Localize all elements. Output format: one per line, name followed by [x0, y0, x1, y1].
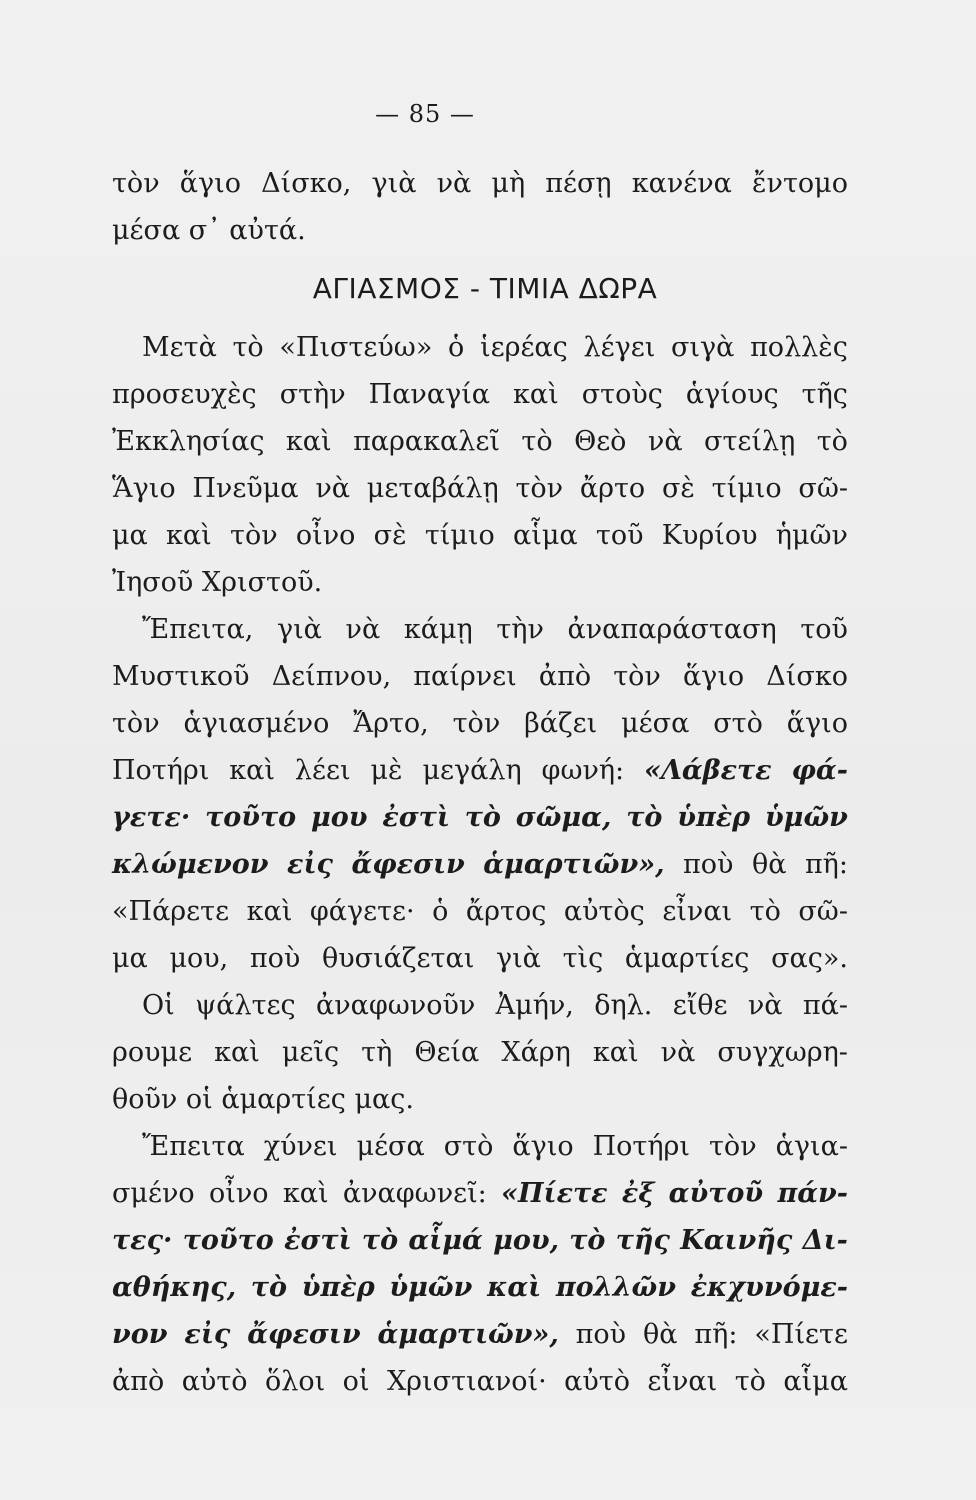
word: σῶ- — [798, 896, 848, 927]
emphasis-word: τοῦτο — [205, 802, 297, 833]
word: ἡμῶν — [775, 520, 848, 551]
word: μεῖς — [281, 1037, 340, 1068]
word: δηλ. — [594, 990, 653, 1021]
word: Κυρίου — [661, 520, 758, 551]
word: ἔντομο — [752, 168, 848, 199]
word: καὶ — [592, 1037, 639, 1068]
word: πῆ: — [694, 1319, 738, 1350]
word: Δίσκο — [766, 661, 848, 692]
emphasis-word: φά- — [791, 755, 848, 786]
word: στὸ — [443, 1131, 494, 1162]
word: ἄρτο — [579, 473, 646, 504]
word: Ποτήρι — [592, 1131, 690, 1162]
text-line — [112, 1264, 848, 1311]
emphasis-word: πολλῶν — [555, 1272, 676, 1303]
word: ἁγίους — [685, 379, 779, 410]
emphasis-word: ὑπὲρ — [301, 1272, 375, 1303]
word: Παναγία — [368, 379, 491, 410]
text-line — [112, 794, 848, 841]
word: προσευχὲς — [112, 379, 257, 410]
word: οἱ — [342, 1366, 370, 1397]
text-line — [112, 982, 848, 1029]
word: τίμιο — [424, 520, 495, 551]
word: Δίσκο, — [261, 168, 352, 199]
emphasis-word: αἷμά — [408, 1225, 483, 1256]
word: Ἀμήν, — [495, 990, 574, 1021]
emphasis-word: ἁμαρτιῶν», — [483, 849, 665, 880]
word: τὸν — [112, 708, 160, 739]
word: μὴ — [491, 168, 526, 199]
text-line — [112, 747, 848, 794]
word: τὴ — [361, 1037, 393, 1068]
word: ἁμαρτίες — [624, 943, 750, 974]
word: θυσιάζεται — [321, 943, 475, 974]
word: συγχωρη- — [717, 1037, 848, 1068]
word: σμένο — [112, 1178, 195, 1209]
emphasis-word: καὶ — [487, 1272, 542, 1303]
word: βάζει — [524, 708, 598, 739]
word: αὐτὸς — [563, 896, 645, 927]
emphasis-word: Καινῆς — [680, 1225, 793, 1256]
text-line — [112, 1358, 848, 1405]
text-line — [112, 606, 848, 653]
word: ἅγιο — [512, 1131, 574, 1162]
word: μεταβάλῃ — [366, 473, 499, 504]
word: πῆ: — [804, 849, 848, 880]
word: εἶναι — [662, 896, 733, 927]
word: Χριστιανοί· — [386, 1366, 547, 1397]
word: τοῦ — [595, 520, 644, 551]
word: οἶνο — [208, 1178, 269, 1209]
word: πολλὲς — [750, 332, 848, 363]
word: οἶνο — [295, 520, 356, 551]
emphasis-word: ἐστὶ — [382, 802, 450, 833]
word: Ἅγιο — [112, 473, 176, 504]
emphasis-word: τὸ — [361, 1225, 399, 1256]
word: ἅγιο — [179, 168, 241, 199]
word: καὶ — [513, 379, 559, 410]
text-line — [112, 512, 848, 559]
word: Μετὰ — [142, 332, 217, 363]
text-line — [112, 700, 848, 747]
word: νὰ — [315, 473, 350, 504]
word: ἀναφωνεῖ: — [342, 1178, 487, 1209]
text-line — [112, 207, 848, 254]
text-line — [112, 160, 848, 207]
emphasis-word: σῶμα, — [515, 802, 612, 833]
word: χύνει — [263, 1131, 338, 1162]
word: θὰ — [643, 1319, 678, 1350]
word: γιὰ — [371, 168, 417, 199]
emphasis-word: μου — [311, 802, 368, 833]
word: ὁ — [432, 896, 449, 927]
word: ὅλοι — [264, 1366, 326, 1397]
word: τὸν — [112, 168, 160, 199]
text-line — [112, 935, 848, 982]
word: Μυστικοῦ — [112, 661, 250, 692]
word: τῆς — [801, 379, 848, 410]
text-segment: θοῦν οἱ ἁμαρτίες μας. — [112, 1084, 414, 1115]
word: ποὺ — [683, 849, 734, 880]
word: «Πάρετε — [112, 896, 230, 927]
word: τὸν — [613, 661, 661, 692]
word: Δείπνου, — [271, 661, 392, 692]
emphasis-word: κλώμενον — [112, 849, 269, 880]
word: στὸ — [713, 708, 763, 739]
emphasis-word: γετε· — [112, 802, 191, 833]
word: τοῦ — [800, 614, 848, 645]
text-line — [112, 465, 848, 512]
text-line — [112, 418, 848, 465]
word: μα — [112, 520, 148, 551]
text-line — [112, 371, 848, 418]
word: λέει — [294, 755, 351, 786]
word: τίμιο — [711, 473, 782, 504]
word: τὸ — [734, 1366, 766, 1397]
emphasis-word: ἄφεσιν — [247, 1319, 361, 1350]
text-line — [112, 1123, 848, 1170]
word: Ποτήρι — [112, 755, 210, 786]
word: Ἄρτο, — [353, 708, 429, 739]
word: Ἐκκλησίας — [112, 426, 265, 457]
word: τὸν — [230, 520, 278, 551]
word: αὐτὸ — [564, 1366, 630, 1397]
word: στὴν — [279, 379, 346, 410]
word: τὸν — [452, 708, 501, 739]
word: ἀπὸ — [112, 1366, 165, 1397]
word: τὸ — [749, 896, 781, 927]
emphasis-word: ὑμῶν — [389, 1272, 473, 1303]
word: ἱερέας — [480, 332, 568, 363]
word: καὶ — [229, 755, 275, 786]
section-title: ΑΓΙΑΣΜΟΣ - ΤΙΜΙΑ ΔΩΡΑ — [312, 272, 658, 305]
word: μὲ — [370, 755, 403, 786]
word: Θεὸ — [574, 426, 627, 457]
word: Πνεῦμα — [192, 473, 299, 504]
word: ἀπὸ — [538, 661, 592, 692]
word: καὶ — [246, 896, 293, 927]
emphasis-word: ἁμαρτιῶν», — [377, 1319, 559, 1350]
word: γιὰ — [276, 614, 322, 645]
emphasis-word: ἄφεσιν — [351, 849, 465, 880]
word: καὶ — [214, 1037, 260, 1068]
word: μου, — [169, 943, 229, 974]
word: ἅγιο — [786, 708, 848, 739]
emphasis-word: εἰς — [287, 849, 333, 880]
word: Οἱ — [142, 990, 175, 1021]
word: καὶ — [282, 1178, 329, 1209]
word: νὰ — [647, 426, 683, 457]
word: πά- — [802, 990, 848, 1021]
word: κάμῃ — [403, 614, 473, 645]
word: νὰ — [436, 168, 472, 199]
emphasis-word: τῆς — [615, 1225, 670, 1256]
emphasis-word: τὸ — [464, 802, 501, 833]
word: ρουμε — [112, 1037, 193, 1068]
word: μεγάλη — [422, 755, 522, 786]
word: αὐτὸ — [181, 1366, 248, 1397]
word: ὁ — [448, 332, 465, 363]
text-line — [112, 1217, 848, 1264]
text-line — [112, 888, 848, 935]
emphasis-word: τὸ — [250, 1272, 288, 1303]
emphasis-word: Δι- — [802, 1225, 848, 1256]
emphasis-word: νον — [112, 1319, 168, 1350]
word: νὰ — [747, 990, 783, 1021]
word: σὲ — [661, 473, 695, 504]
word: λέγει — [583, 332, 656, 363]
word: νὰ — [660, 1037, 696, 1068]
word: θὰ — [751, 849, 787, 880]
word: καὶ — [285, 426, 332, 457]
word: ἀναφωνοῦν — [316, 990, 476, 1021]
text-line — [112, 841, 848, 888]
word: Χάρη — [501, 1037, 571, 1068]
word: τὸν — [709, 1131, 757, 1162]
emphasis-word: ἐστὶ — [284, 1225, 352, 1256]
word: αἷμα — [783, 1366, 848, 1397]
text-line — [112, 324, 848, 371]
word: ἁγια- — [775, 1131, 848, 1162]
word: Θεία — [414, 1037, 480, 1068]
text-line — [112, 1311, 848, 1358]
word: ἀναπαράσταση — [567, 614, 777, 645]
emphasis-word: μου, — [493, 1225, 559, 1256]
text-line — [112, 1170, 848, 1217]
emphasis-word: πάν- — [777, 1178, 848, 1209]
opening-lines — [112, 160, 848, 254]
emphasis-word: ἐκχυνόμε- — [690, 1272, 848, 1303]
emphasis-word: τες· — [112, 1225, 173, 1256]
text-line — [112, 653, 848, 700]
text-segment: μέσα σ᾽ αὐτά. — [112, 215, 306, 246]
word: παρακαλεῖ — [353, 426, 500, 457]
word: τὶς — [562, 943, 604, 974]
word: τὴν — [496, 614, 544, 645]
word: σας». — [771, 943, 848, 974]
word: «Πιστεύω» — [279, 332, 433, 363]
word: μα — [112, 943, 148, 974]
word: φάγετε· — [309, 896, 415, 927]
emphasis-word: τὸ — [626, 802, 663, 833]
section-body — [112, 324, 848, 1405]
word: ποὺ — [575, 1319, 627, 1350]
word: φωνή: — [541, 755, 625, 786]
page-number: — 85 — — [375, 100, 475, 128]
emphasis-word: εἰς — [184, 1319, 231, 1350]
word: αἷμα — [513, 520, 578, 551]
emphasis-word: τοῦτο — [182, 1225, 274, 1256]
word: στείλῃ — [704, 426, 796, 457]
emphasis-word: ὑμῶν — [764, 802, 848, 833]
emphasis-word: ὑπὲρ — [677, 802, 751, 833]
word: παίρνει — [413, 661, 517, 692]
word: πέσῃ — [545, 168, 612, 199]
word: ποὺ — [249, 943, 301, 974]
word: τὸν — [515, 473, 564, 504]
emphasis-word: αθήκης, — [112, 1272, 237, 1303]
word: ἄρτος — [465, 896, 547, 927]
emphasis-word: «Λάβετε — [644, 755, 772, 786]
word: Ἔπειτα, — [142, 614, 254, 645]
word: εἴθε — [672, 990, 728, 1021]
emphasis-word: ἐξ — [621, 1178, 655, 1209]
text-line — [112, 559, 848, 606]
word: καὶ — [166, 520, 212, 551]
word: ἁγιασμένο — [183, 708, 330, 739]
word: γιὰ — [495, 943, 541, 974]
word: τὸ — [816, 426, 848, 457]
text-segment: Ἰησοῦ Χριστοῦ. — [112, 567, 323, 598]
word: εἶναι — [647, 1366, 718, 1397]
page-text — [112, 160, 848, 1405]
emphasis-word: «Πίετε — [501, 1178, 608, 1209]
emphasis-word: αὐτοῦ — [668, 1178, 764, 1209]
word: ἅγιο — [682, 661, 745, 692]
word: σῶ- — [798, 473, 848, 504]
word: τὸ — [232, 332, 264, 363]
word: «Πίετε — [754, 1319, 848, 1350]
word: τὸ — [521, 426, 553, 457]
emphasis-word: τὸ — [569, 1225, 606, 1256]
word: Ἔπειτα — [142, 1131, 245, 1162]
text-line — [112, 1076, 848, 1123]
word: κανένα — [631, 168, 732, 199]
word: σιγὰ — [670, 332, 735, 363]
word: μέσα — [621, 708, 690, 739]
word: σὲ — [373, 520, 407, 551]
word: μέσα — [356, 1131, 425, 1162]
word: νὰ — [345, 614, 381, 645]
word: ψάλτες — [195, 990, 296, 1021]
text-line — [112, 1029, 848, 1076]
word: στοὺς — [581, 379, 663, 410]
